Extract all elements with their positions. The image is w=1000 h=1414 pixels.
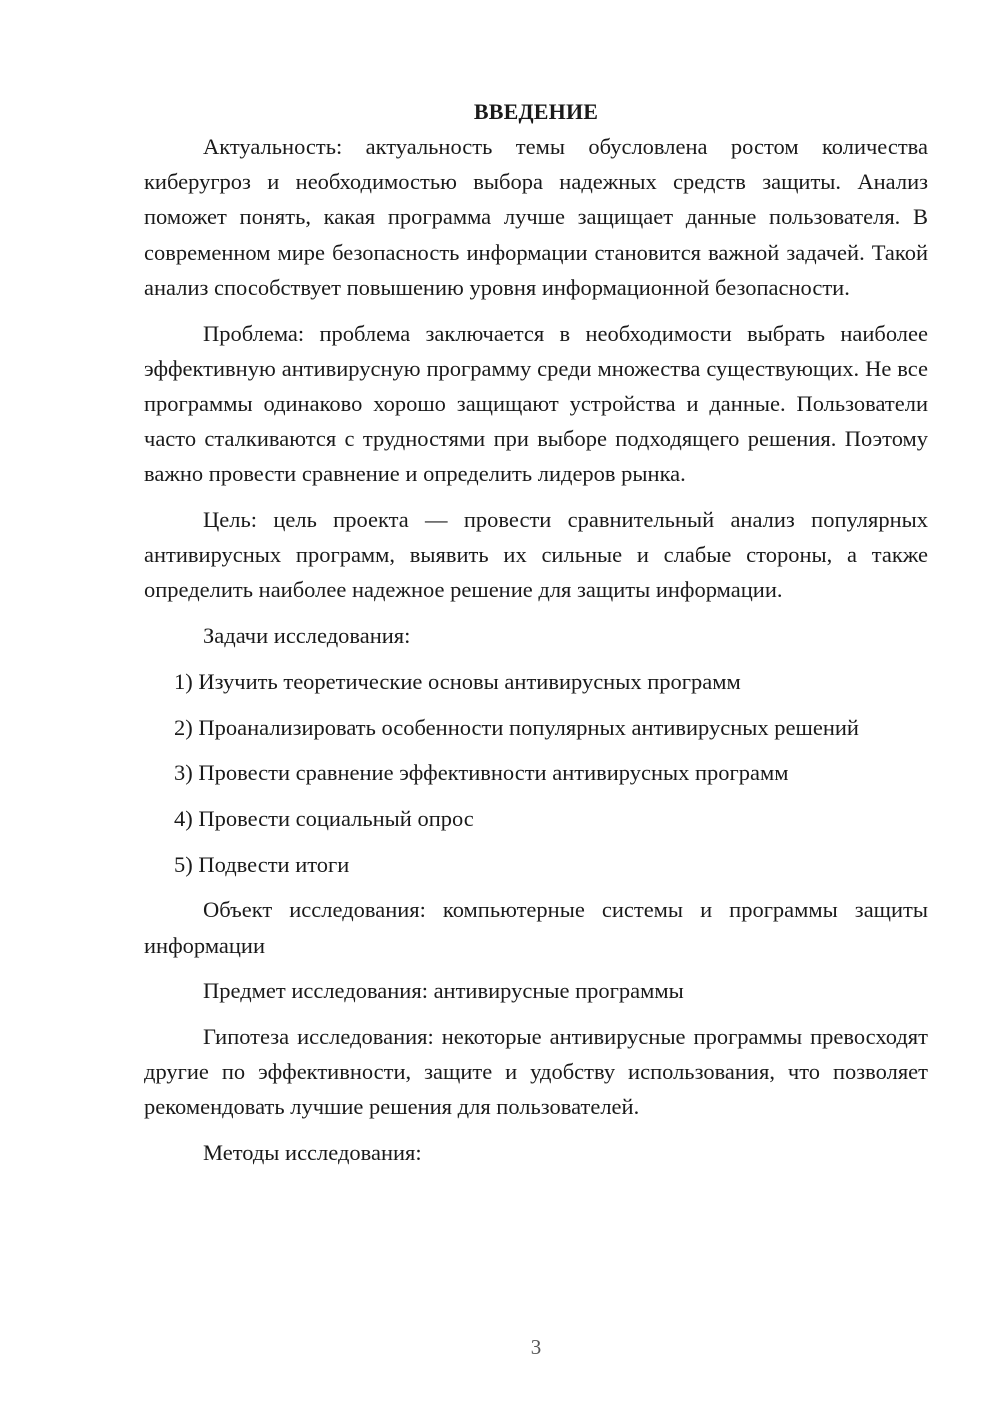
task-item-4: 4) Провести социальный опрос: [174, 805, 474, 831]
paragraph-object: Объект исследования: компьютерные системы и программы защиты информации: [144, 897, 928, 958]
paragraph-hypothesis: Гипотеза исследования: некоторые антивирусные программы превосходят другие по эффективности, защите и удобству использования, что позволяет рекомендовать лучшие решения для пользователей.: [144, 1023, 928, 1120]
paragraph-relevance: Актуальность: актуальность темы обусловлена ростом количества киберугроз и необходимостью выбора надежных средств защиты. Анализ поможет понять, какая программа лучше защищает данные пользователя. В современном мире безопасность информации становится важной задачей. Такой анализ способствует повышению уровня информационной безопасности.: [144, 134, 928, 300]
paragraph-problem: Проблема: проблема заключается в необходимости выбрать наиболее эффективную антивирусную программу среди множества существующих. Не все программы одинаково хорошо защищают устройства и данные. Пользователи часто сталкиваются с трудностями при выборе подходящего решения. Поэтому важно провести сравнение и определить лидеров рынка.: [144, 320, 928, 487]
task-item-5: 5) Подвести итоги: [174, 851, 350, 877]
paragraph-subject: Предмет исследования: антивирусные программы: [203, 978, 684, 1004]
page-number: 3: [530, 1335, 542, 1359]
task-item-3: 3) Провести сравнение эффективности антивирусных программ: [174, 760, 789, 786]
paragraph-methods: Методы исследования:: [203, 1140, 422, 1166]
task-item-2: 2) Проанализировать особенности популярных антивирусных решений: [174, 714, 859, 740]
paragraph-goal: Цель: цель проекта — провести сравнительный анализ популярных антивирусных программ, выявить их сильные и слабые стороны, а также определить наиболее надежное решение для защиты информации.: [144, 507, 928, 603]
paragraph-tasks-intro: Задачи исследования:: [203, 623, 411, 649]
section-heading: ВВЕДЕНИЕ: [473, 99, 599, 124]
page-content: [144, 94, 928, 1181]
task-item-1: 1) Изучить теоретические основы антивирусных программ: [174, 668, 741, 694]
